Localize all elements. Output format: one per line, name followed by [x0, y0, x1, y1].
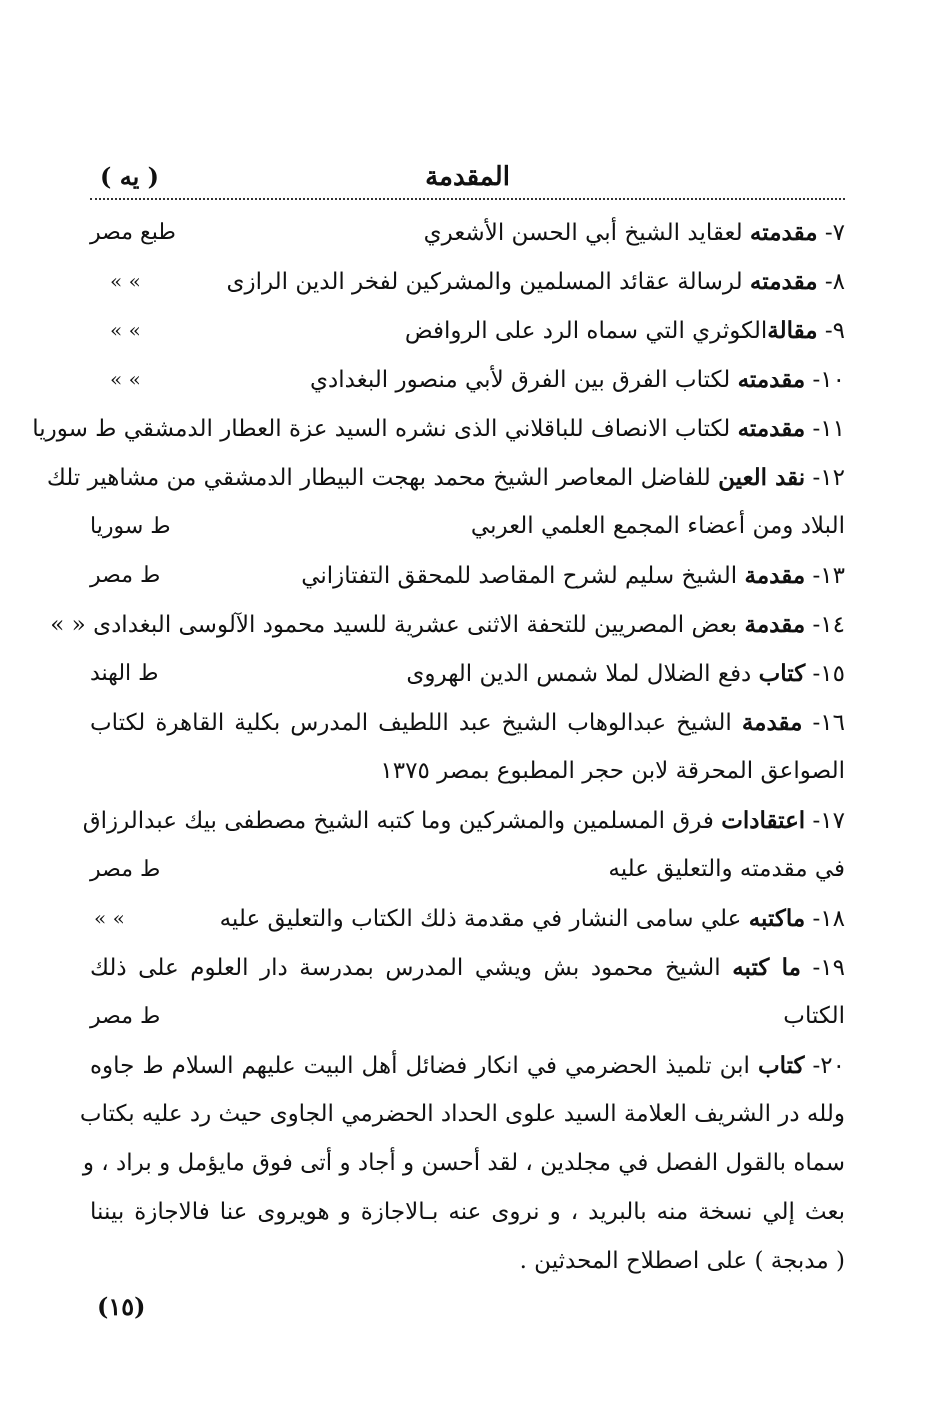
list-item-continuation: الصواعق المحرقة لابن حجر المطبوع بمصر ١٣٧٥: [380, 758, 845, 784]
publication-note: ط مصر: [90, 1004, 161, 1029]
paragraph-line: ( مدبجة ) على اصطلاح المحدثين .: [519, 1248, 845, 1274]
paragraph-line: سماه بالقول الفصل في مجلدين ، لقد أحسن و أجاد و أتى فوق مايؤمل و براد ، و: [82, 1150, 845, 1176]
publication-note: طبع مصر: [90, 220, 176, 245]
list-item: ١٤- مقدمة بعض المصريين للتحفة الاثنى عشرية للسيد محمود الآلوسى البغدادى « »: [50, 611, 845, 638]
list-item: ١٨- ماكتبه علي سامى النشار في مقدمة ذلك الكتاب والتعليق عليه » »: [90, 894, 845, 943]
list-item-continuation: البلاد ومن أعضاء المجمع العلمي العربي ط سوريا: [90, 502, 845, 551]
publication-note: ط الهند: [90, 661, 159, 686]
list-item: ٩- مقالةالكوثري التي سماه الرد على الروافض » »: [90, 306, 845, 355]
ditto-mark: » »: [110, 318, 141, 342]
list-item-continuation: في مقدمته والتعليق عليه ط مصر: [90, 845, 845, 894]
page-number: (١٥): [97, 1292, 146, 1321]
list-item: ١٥- كتاب دفع الضلال لملا شمس الدين الهروى ط الهند: [90, 649, 845, 698]
page-title: المقدمة: [425, 162, 510, 192]
list-item: ١٠- مقدمته لكتاب الفرق بين الفرق لأبي منصور البغدادي » »: [90, 355, 845, 404]
list-item: ١٢- نقد العين للفاضل المعاصر الشيخ محمد بهجت البيطار الدمشقي من مشاهير تلك: [46, 464, 845, 491]
header-page-mark: ( يه ): [100, 162, 159, 191]
paragraph-line: ولله در الشريف العلامة السيد علوى الحداد الحضرمي الجاوى حيث رد عليه بكتاب: [79, 1101, 845, 1127]
page-body: [32, 208, 846, 1286]
ditto-mark: » »: [110, 269, 141, 293]
list-item: ١١- مقدمته لكتاب الانصاف للباقلاني الذى نشره السيد عزة العطار الدمشقي ط سوريا: [32, 415, 845, 442]
list-item: ٨- مقدمته لرسالة عقائد المسلمين والمشركين لفخر الدين الرازى » »: [90, 257, 845, 306]
ditto-mark: » »: [94, 906, 125, 930]
ditto-mark: » »: [110, 367, 141, 391]
page-header: [90, 158, 845, 200]
list-item-continuation: الكتاب ط مصر: [90, 992, 845, 1041]
list-item: ٢٠- كتاب ابن تلميذ الحضرمي في انكار فضائل أهل البيت عليهم السلام ط جاوه: [90, 1052, 846, 1079]
list-item: ١٦- مقدمة الشيخ عبدالوهاب الشيخ عبد اللطيف المدرس بكلية القاهرة لكتاب: [90, 709, 846, 736]
paragraph-line: بعث إلي نسخة منه بالبريد ، و نروى عنه بـالاجازة و هويروى عنا فالاجازة بيننا: [90, 1199, 845, 1225]
list-item: ١٧- اعتقادات فرق المسلمين والمشركين وما كتبه الشيخ مصطفى بيك عبدالرزاق: [82, 807, 845, 834]
publication-note: ط مصر: [90, 563, 161, 588]
publication-note: ط مصر: [90, 857, 161, 882]
list-item: ٧- مقدمته لعقايد الشيخ أبي الحسن الأشعري طبع مصر: [90, 208, 845, 257]
publication-note: ط سوريا: [90, 514, 171, 539]
list-item: ١٣- مقدمة الشيخ سليم لشرح المقاصد للمحقق التفتازاني ط مصر: [90, 551, 845, 600]
list-item: ١٩- ما كتبه الشيخ محمود بش ويشي المدرس بمدرسة دار العلوم على ذلك: [90, 954, 845, 981]
